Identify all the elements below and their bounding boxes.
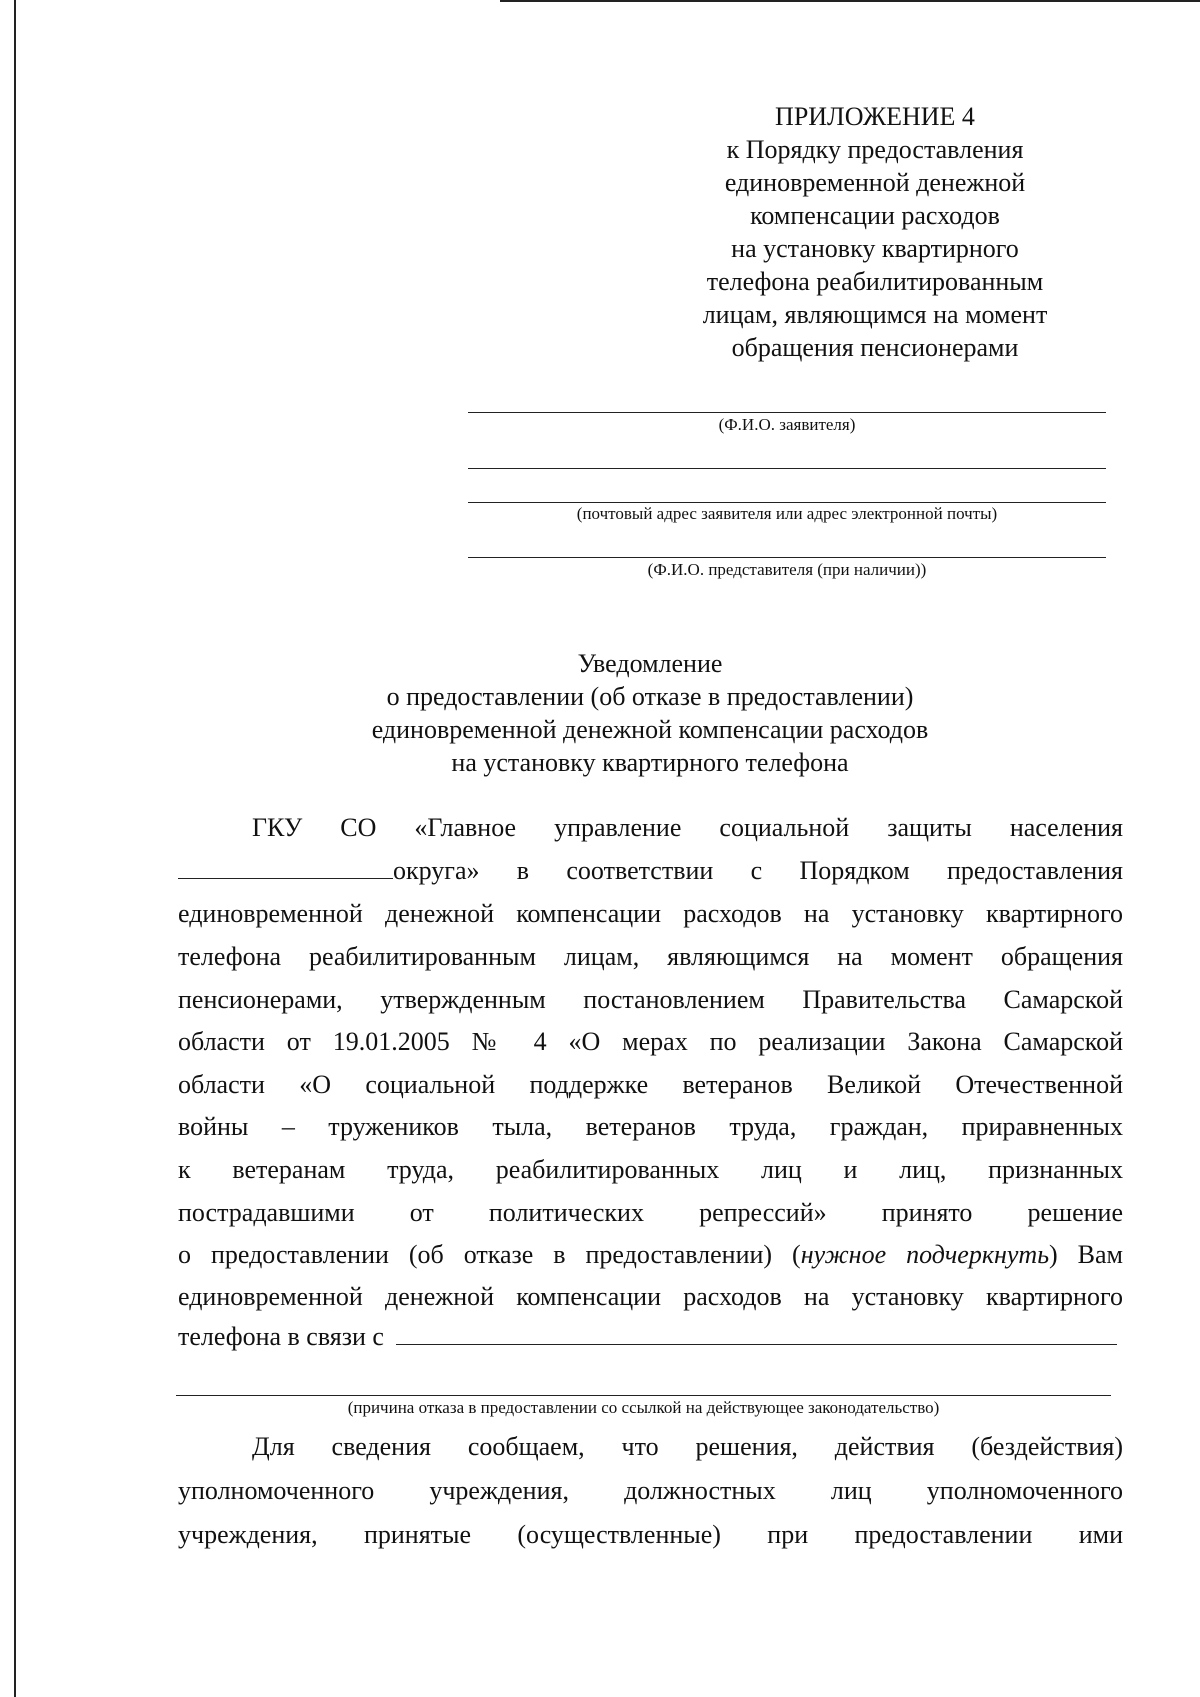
body-line: области «О социальной поддержке ветеранов Великой Отечественной: [178, 1070, 1123, 1099]
body-line: ГКУ СО «Главное управление социальной защиты населения: [252, 813, 1123, 842]
body-line-text: о предоставлении (об отказе в предоставлении) (: [178, 1240, 801, 1269]
reason-field-continuation[interactable]: [176, 1395, 1111, 1396]
body-line: [178, 1322, 1123, 1352]
appendix-line: телефона реабилитированным: [706, 267, 1044, 296]
body-line: войны – тружеников тыла, ветеранов труда, граждан, приравненных: [178, 1112, 1123, 1141]
applicant-extra-field[interactable]: [468, 468, 1106, 469]
notice-heading: Уведомление: [577, 649, 723, 678]
applicant-name-caption: (Ф.И.О. заявителя): [718, 415, 856, 434]
appendix-line: обращения пенсионерами: [731, 333, 1019, 362]
body-line-text: округа» в соответствии с Порядком предоставления: [393, 856, 1123, 885]
body-line: пострадавшими от политических репрессий» принято решение: [178, 1198, 1123, 1227]
notice-title-line: единовременной денежной компенсации расходов: [371, 715, 929, 744]
page-top-edge: [500, 0, 1200, 2]
body-line: единовременной денежной компенсации расходов на установку квартирного: [178, 899, 1123, 928]
appendix-line: лицам, являющимся на момент: [702, 300, 1048, 329]
body-line-text: телефона в связи с: [178, 1322, 384, 1351]
notice-title: [300, 647, 1000, 779]
body-line: единовременной денежной компенсации расходов на установку квартирного: [178, 1282, 1123, 1311]
address-caption: (почтовый адрес заявителя или адрес электронной почты): [576, 504, 998, 523]
body-line: к ветеранам труда, реабилитированных лиц и лиц, признанных: [178, 1155, 1123, 1184]
reason-caption: (причина отказа в предоставлении со ссылкой на действующее законодательство): [347, 1398, 940, 1417]
address-field[interactable]: [468, 502, 1106, 503]
body-line: Для сведения сообщаем, что решения, действия (бездействия): [252, 1432, 1123, 1461]
representative-field[interactable]: [468, 557, 1106, 558]
appendix-line: единовременной денежной: [724, 168, 1026, 197]
appendix-line: к Порядку предоставления: [726, 135, 1024, 164]
page-left-edge: [14, 0, 16, 1697]
body-line: области от 19.01.2005 № 4 «О мерах по реализации Закона Самарской: [178, 1027, 1123, 1056]
body-line: пенсионерами, утвержденным постановлением Правительства Самарской: [178, 985, 1123, 1014]
appendix-line: на установку квартирного: [731, 234, 1019, 263]
body-line: уполномоченного учреждения, должностных лиц уполномоченного: [178, 1476, 1123, 1505]
appendix-header: [690, 100, 1060, 364]
reason-field[interactable]: [396, 1322, 1117, 1345]
body-line: [178, 1240, 1123, 1270]
underline-hint: нужное подчеркнуть: [800, 1240, 1050, 1269]
representative-caption: (Ф.И.О. представителя (при наличии)): [647, 560, 927, 579]
appendix-line: компенсации расходов: [750, 201, 1000, 230]
district-blank-field[interactable]: [178, 856, 393, 879]
body-line: [178, 856, 1123, 886]
body-line: телефона реабилитированным лицам, являющимся на момент обращения: [178, 942, 1123, 971]
body-line-text: ) Вам: [1049, 1240, 1123, 1269]
applicant-name-field[interactable]: [468, 412, 1106, 413]
body-line: учреждения, принятые (осуществленные) при предоставлении ими: [178, 1520, 1123, 1549]
notice-title-line: о предоставлении (об отказе в предоставлении): [386, 682, 914, 711]
notice-title-line: на установку квартирного телефона: [451, 748, 849, 777]
appendix-title: ПРИЛОЖЕНИЕ 4: [775, 102, 975, 131]
